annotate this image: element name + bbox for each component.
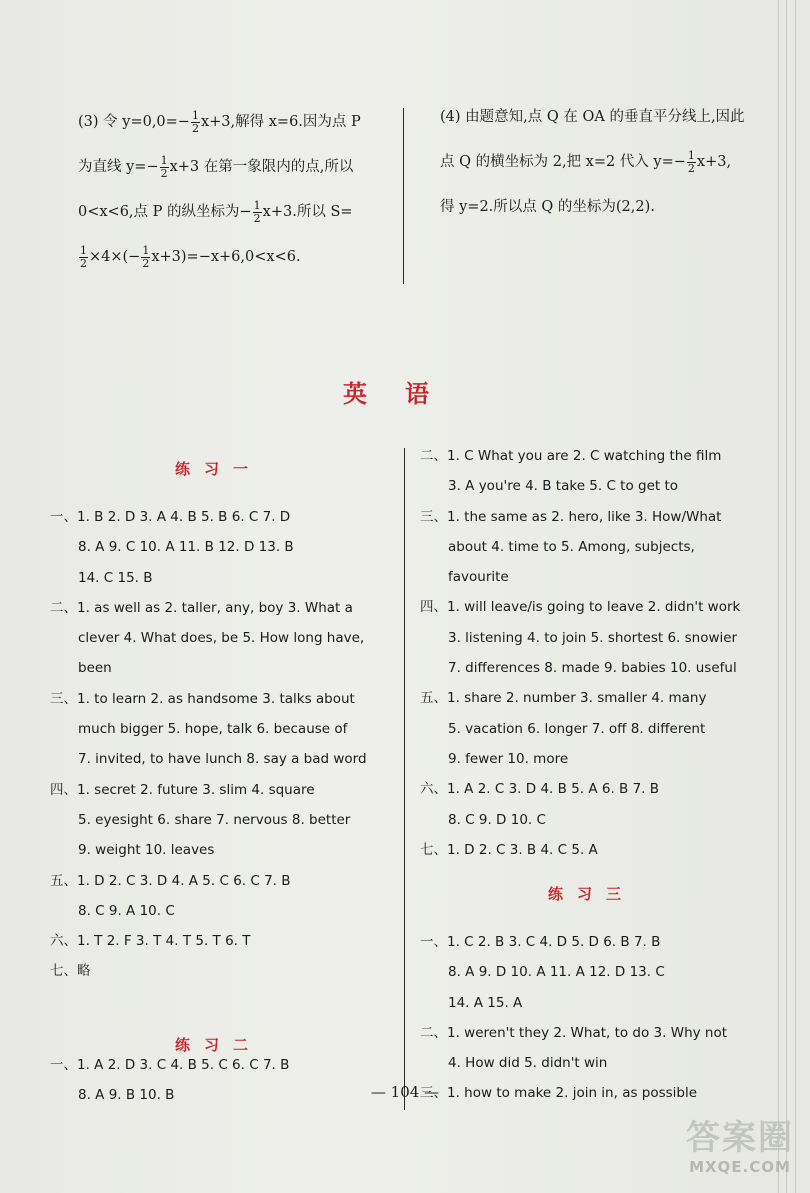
answer-line: 一、1. C 2. B 3. C 4. D 5. D 6. B 7. B: [420, 934, 661, 950]
answer-line: 二、1. as well as 2. taller, any, boy 3. What a: [50, 599, 353, 616]
math-text: x+3,解得 x=6.因为点 P: [200, 114, 361, 130]
answer-line: 六、1. T 2. F 3. T 4. T 5. T 6. T: [50, 933, 251, 950]
answer-line: 5. vacation 6. longer 7. off 8. different: [448, 720, 706, 737]
answer-line: 五、1. share 2. number 3. smaller 4. many: [420, 690, 707, 707]
section-title-exercise-1: 练习一: [175, 460, 263, 478]
answers-left-block-2: [50, 1050, 289, 1111]
answer-line: 三、1. the same as 2. hero, like 3. How/What: [420, 508, 722, 525]
answer-line: 14. C 15. B: [78, 569, 153, 586]
math-text: 0<x<6,点 P 的纵坐标为−: [78, 204, 252, 220]
answer-line: 3. A you're 4. B take 5. C to get to: [448, 478, 679, 495]
math-text: x+3)=−x+6,0<x<6.: [151, 249, 301, 265]
answer-line: 3. listening 4. to join 5. shortest 6. snowier: [448, 629, 738, 646]
section-title-exercise-2: 练习二: [175, 1036, 263, 1054]
answer-line: 5. eyesight 6. share 7. nervous 8. better: [78, 811, 351, 828]
answer-line: 六、1. A 2. C 3. D 4. B 5. A 6. B 7. B: [420, 781, 660, 798]
answer-line: about 4. time to 5. Among, subjects,: [448, 538, 695, 555]
watermark-logo: [680, 1118, 800, 1188]
math-text: x+3,: [696, 154, 732, 170]
section-title-exercise-3: 练习三: [548, 885, 636, 903]
answer-line: favourite: [448, 569, 509, 586]
answer-line: 4. How did 5. didn't win: [448, 1055, 608, 1072]
answer-line: 14. A 15. A: [448, 994, 523, 1011]
fraction: $\frac{1}{2}$: [687, 148, 695, 175]
answers-right-block: [420, 441, 740, 865]
math-text: 为直线 y=−: [78, 159, 159, 175]
answer-line: 七、1. D 2. C 3. B 4. C 5. A: [420, 841, 598, 858]
fraction: $\frac{1}{2}$: [253, 198, 261, 225]
answer-line: much bigger 5. hope, talk 6. because of: [78, 721, 348, 738]
math-text: x+3 在第一象限内的点,所以: [169, 159, 354, 175]
answer-line: 7. invited, to have lunch 8. say a bad word: [78, 751, 367, 768]
math-text: (3) 令 y=0,0=−: [78, 114, 190, 130]
answer-line: 一、1. B 2. D 3. A 4. B 5. B 6. C 7. D: [50, 509, 291, 525]
answer-line: 四、1. secret 2. future 3. slim 4. square: [50, 781, 315, 798]
watermark-url: MXQE.COM: [689, 1158, 791, 1176]
answer-line: 四、1. will leave/is going to leave 2. didn't work: [420, 599, 741, 616]
fraction: $\frac{1}{2}$: [80, 243, 87, 270]
answer-line: 8. C 9. D 10. C: [448, 811, 546, 828]
math-left-block: [78, 100, 361, 280]
answer-line: 8. A 9. D 10. A 11. A 12. D 13. C: [448, 964, 665, 981]
math-right-line: (4) 由题意知,点 Q 在 OA 的垂直平分线上,因此: [440, 109, 745, 125]
answer-column-divider: [404, 448, 405, 1110]
answer-line: 8. A 9. C 10. A 11. B 12. D 13. B: [78, 539, 294, 556]
fraction: $\frac{1}{2}$: [160, 153, 168, 180]
math-right-line: [440, 140, 745, 185]
math-left-line: [78, 190, 361, 235]
answer-line: 三、1. to learn 2. as handsome 3. talks about: [50, 690, 355, 707]
answer-line: 二、1. C What you are 2. C watching the film: [420, 448, 722, 464]
math-right-block: [440, 95, 745, 230]
subject-title: 英语: [343, 380, 467, 408]
answer-line: 8. C 9. A 10. C: [78, 902, 175, 919]
answer-line: 7. differences 8. made 9. babies 10. useful: [448, 660, 737, 677]
answer-line: 三、1. how to make 2. join in, as possible: [420, 1085, 698, 1102]
answer-line: 9. fewer 10. more: [448, 750, 569, 767]
math-left-line: [78, 145, 361, 190]
watermark-text: 答案圈: [686, 1118, 794, 1158]
answer-line: 9. weight 10. leaves: [78, 842, 215, 859]
answers-right-block-3: [420, 927, 727, 1109]
math-right-line: 得 y=2.所以点 Q 的坐标为(2,2).: [440, 199, 655, 215]
page-number: — 104 —: [370, 1083, 440, 1101]
math-left-line: [78, 235, 361, 280]
math-text: ×4×(−: [89, 249, 141, 265]
math-text: 点 Q 的横坐标为 2,把 x=2 代入 y=−: [440, 154, 686, 170]
answer-line: 二、1. weren't they 2. What, to do 3. Why not: [420, 1024, 728, 1041]
answer-line: clever 4. What does, be 5. How long have,: [78, 630, 365, 647]
page-edge: [795, 0, 796, 1193]
math-text: x+3.所以 S=: [262, 204, 353, 220]
fraction: $\frac{1}{2}$: [191, 108, 199, 135]
math-left-line: [78, 100, 361, 145]
answer-line: 8. A 9. B 10. B: [78, 1087, 175, 1104]
answer-line: 五、1. D 2. C 3. D 4. A 5. C 6. C 7. B: [50, 872, 291, 889]
answers-left-block: [50, 502, 367, 987]
page-edge: [786, 0, 787, 1193]
answer-line: 七、略: [50, 963, 91, 980]
fraction: $\frac{1}{2}$: [142, 243, 150, 270]
math-column-divider: [403, 108, 404, 284]
answer-line: 一、1. A 2. D 3. C 4. B 5. C 6. C 7. B: [50, 1057, 290, 1073]
answer-line: been: [78, 660, 112, 677]
page-edge: [778, 0, 779, 1193]
